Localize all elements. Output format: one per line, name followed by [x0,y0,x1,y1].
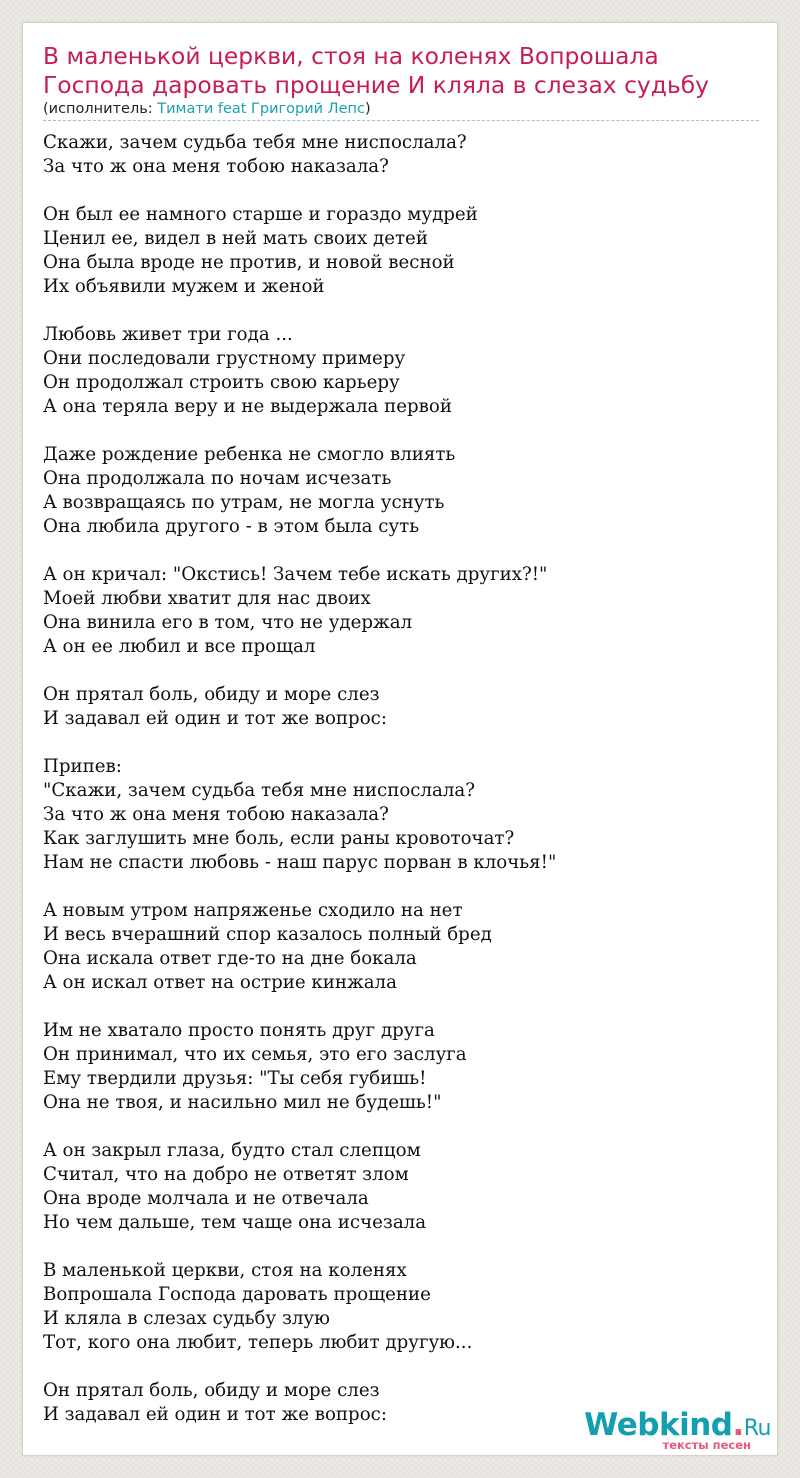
lyrics-card [22,22,778,1456]
lyric-line: Нам не спасти любовь - наш парус порван в клочья!" [43,852,557,873]
lyric-line: Любовь живет три года ... [43,324,293,345]
lyrics-text [43,131,763,1427]
lyric-line: А возвращаясь по утрам, не могла уснуть [43,492,445,513]
lyric-line: Как заглушить мне боль, если раны кровоточат? [43,828,515,849]
lyric-line: А он ее любил и все прощал [43,636,316,657]
title-divider [43,120,759,121]
lyric-line: И кляла в слезах судьбу злую [43,1308,330,1329]
lyric-line: Даже рождение ребенка не смогло влиять [43,444,456,465]
lyric-line: Она винила его в том, что не удержал [43,612,413,633]
lyric-line: Скажи, зачем судьба тебя мне ниспослала? [43,132,467,153]
lyric-line: Она не твоя, и насильно мил не будешь!" [43,1092,442,1113]
lyric-line: А новым утром напряженье сходило на нет [43,900,463,921]
lyric-line: И задавал ей один и тот же вопрос: [43,1404,387,1425]
lyrics-verse [43,131,763,179]
lyric-line: В маленькой церкви, стоя на коленях [43,1260,407,1281]
lyric-line: Она продолжала по ночам исчезать [43,468,392,489]
lyric-line: За что ж она меня тобою наказала? [43,804,389,825]
logo-tagline: тексты песен [662,1438,751,1452]
lyrics-verse [43,683,763,731]
artist-link[interactable]: Тимати feat Григорий Лепс [157,101,365,117]
lyric-line: Тот, кого она любит, теперь любит другую... [43,1332,473,1353]
logo-name: Webkind [584,1407,733,1443]
lyrics-verse [43,755,763,875]
lyric-line: Он прятал боль, обиду и море слез [43,684,380,705]
lyric-line: Она вроде молчала и не отвечала [43,1188,369,1209]
lyric-line: И весь вчерашний спор казалось полный бред [43,924,492,945]
lyrics-verse [43,203,763,299]
lyric-line: И задавал ей один и тот же вопрос: [43,708,387,729]
lyrics-verse [43,1019,763,1115]
lyrics-verse [43,1139,763,1235]
lyrics-verse [43,563,763,659]
lyric-line: Но чем дальше, тем чаще она исчезала [43,1212,427,1233]
lyric-line: За что ж она меня тобою наказала? [43,156,389,177]
logo-tld: Ru [743,1416,771,1441]
lyric-line: А она теряла веру и не выдержала первой [43,396,452,417]
lyric-line: А он закрыл глаза, будто стал слепцом [43,1140,421,1161]
lyric-line: "Скажи, зачем судьба тебя мне ниспослала? [43,780,476,801]
lyrics-verse [43,1259,763,1355]
lyric-line: Ему твердили друзья: "Ты себя губишь! [43,1068,427,1089]
lyric-line: Считал, что на добро не ответят злом [43,1164,409,1185]
logo-dot: . [732,1407,744,1443]
artist-prefix: (исполнитель: [43,101,158,117]
artist-suffix: ) [364,101,371,117]
lyric-line: Моей любви хватит для нас двоих [43,588,371,609]
lyric-line: Им не хватало просто понять друг друга [43,1020,435,1041]
lyrics-verse [43,899,763,995]
lyric-line: Ценил ее, видел в ней мать своих детей [43,228,428,249]
lyric-line: Их объявили мужем и женой [43,276,325,297]
lyrics-verse [43,443,763,539]
lyric-line: Они последовали грустному примеру [43,348,406,369]
lyric-line: Припев: [43,756,122,777]
lyric-line: А он кричал: "Окстись! Зачем тебе искать других?!" [43,564,548,585]
lyric-line: Она искала ответ где-то на дне бокала [43,948,417,969]
lyric-line: Он был ее намного старше и гораздо мудрей [43,204,478,225]
lyric-line: Она любила другого - в этом была суть [43,516,420,537]
lyric-line: Он продолжал строить свою карьеру [43,372,400,393]
lyric-line: Вопрошала Господа даровать прощение [43,1284,431,1305]
song-title: В маленькой церкви, стоя на коленях Вопрошала Господа даровать прощение И кляла в слезах судьбу [43,42,710,99]
lyric-line: Он принимал, что их семья, это его заслуга [43,1044,467,1065]
lyric-line: Она была вроде не против, и новой весной [43,252,455,273]
lyric-line: А он искал ответ на острие кинжала [43,972,397,993]
artist-line [43,100,371,119]
lyric-line: Он прятал боль, обиду и море слез [43,1380,380,1401]
site-logo[interactable] [571,1409,771,1453]
lyrics-verse [43,323,763,419]
